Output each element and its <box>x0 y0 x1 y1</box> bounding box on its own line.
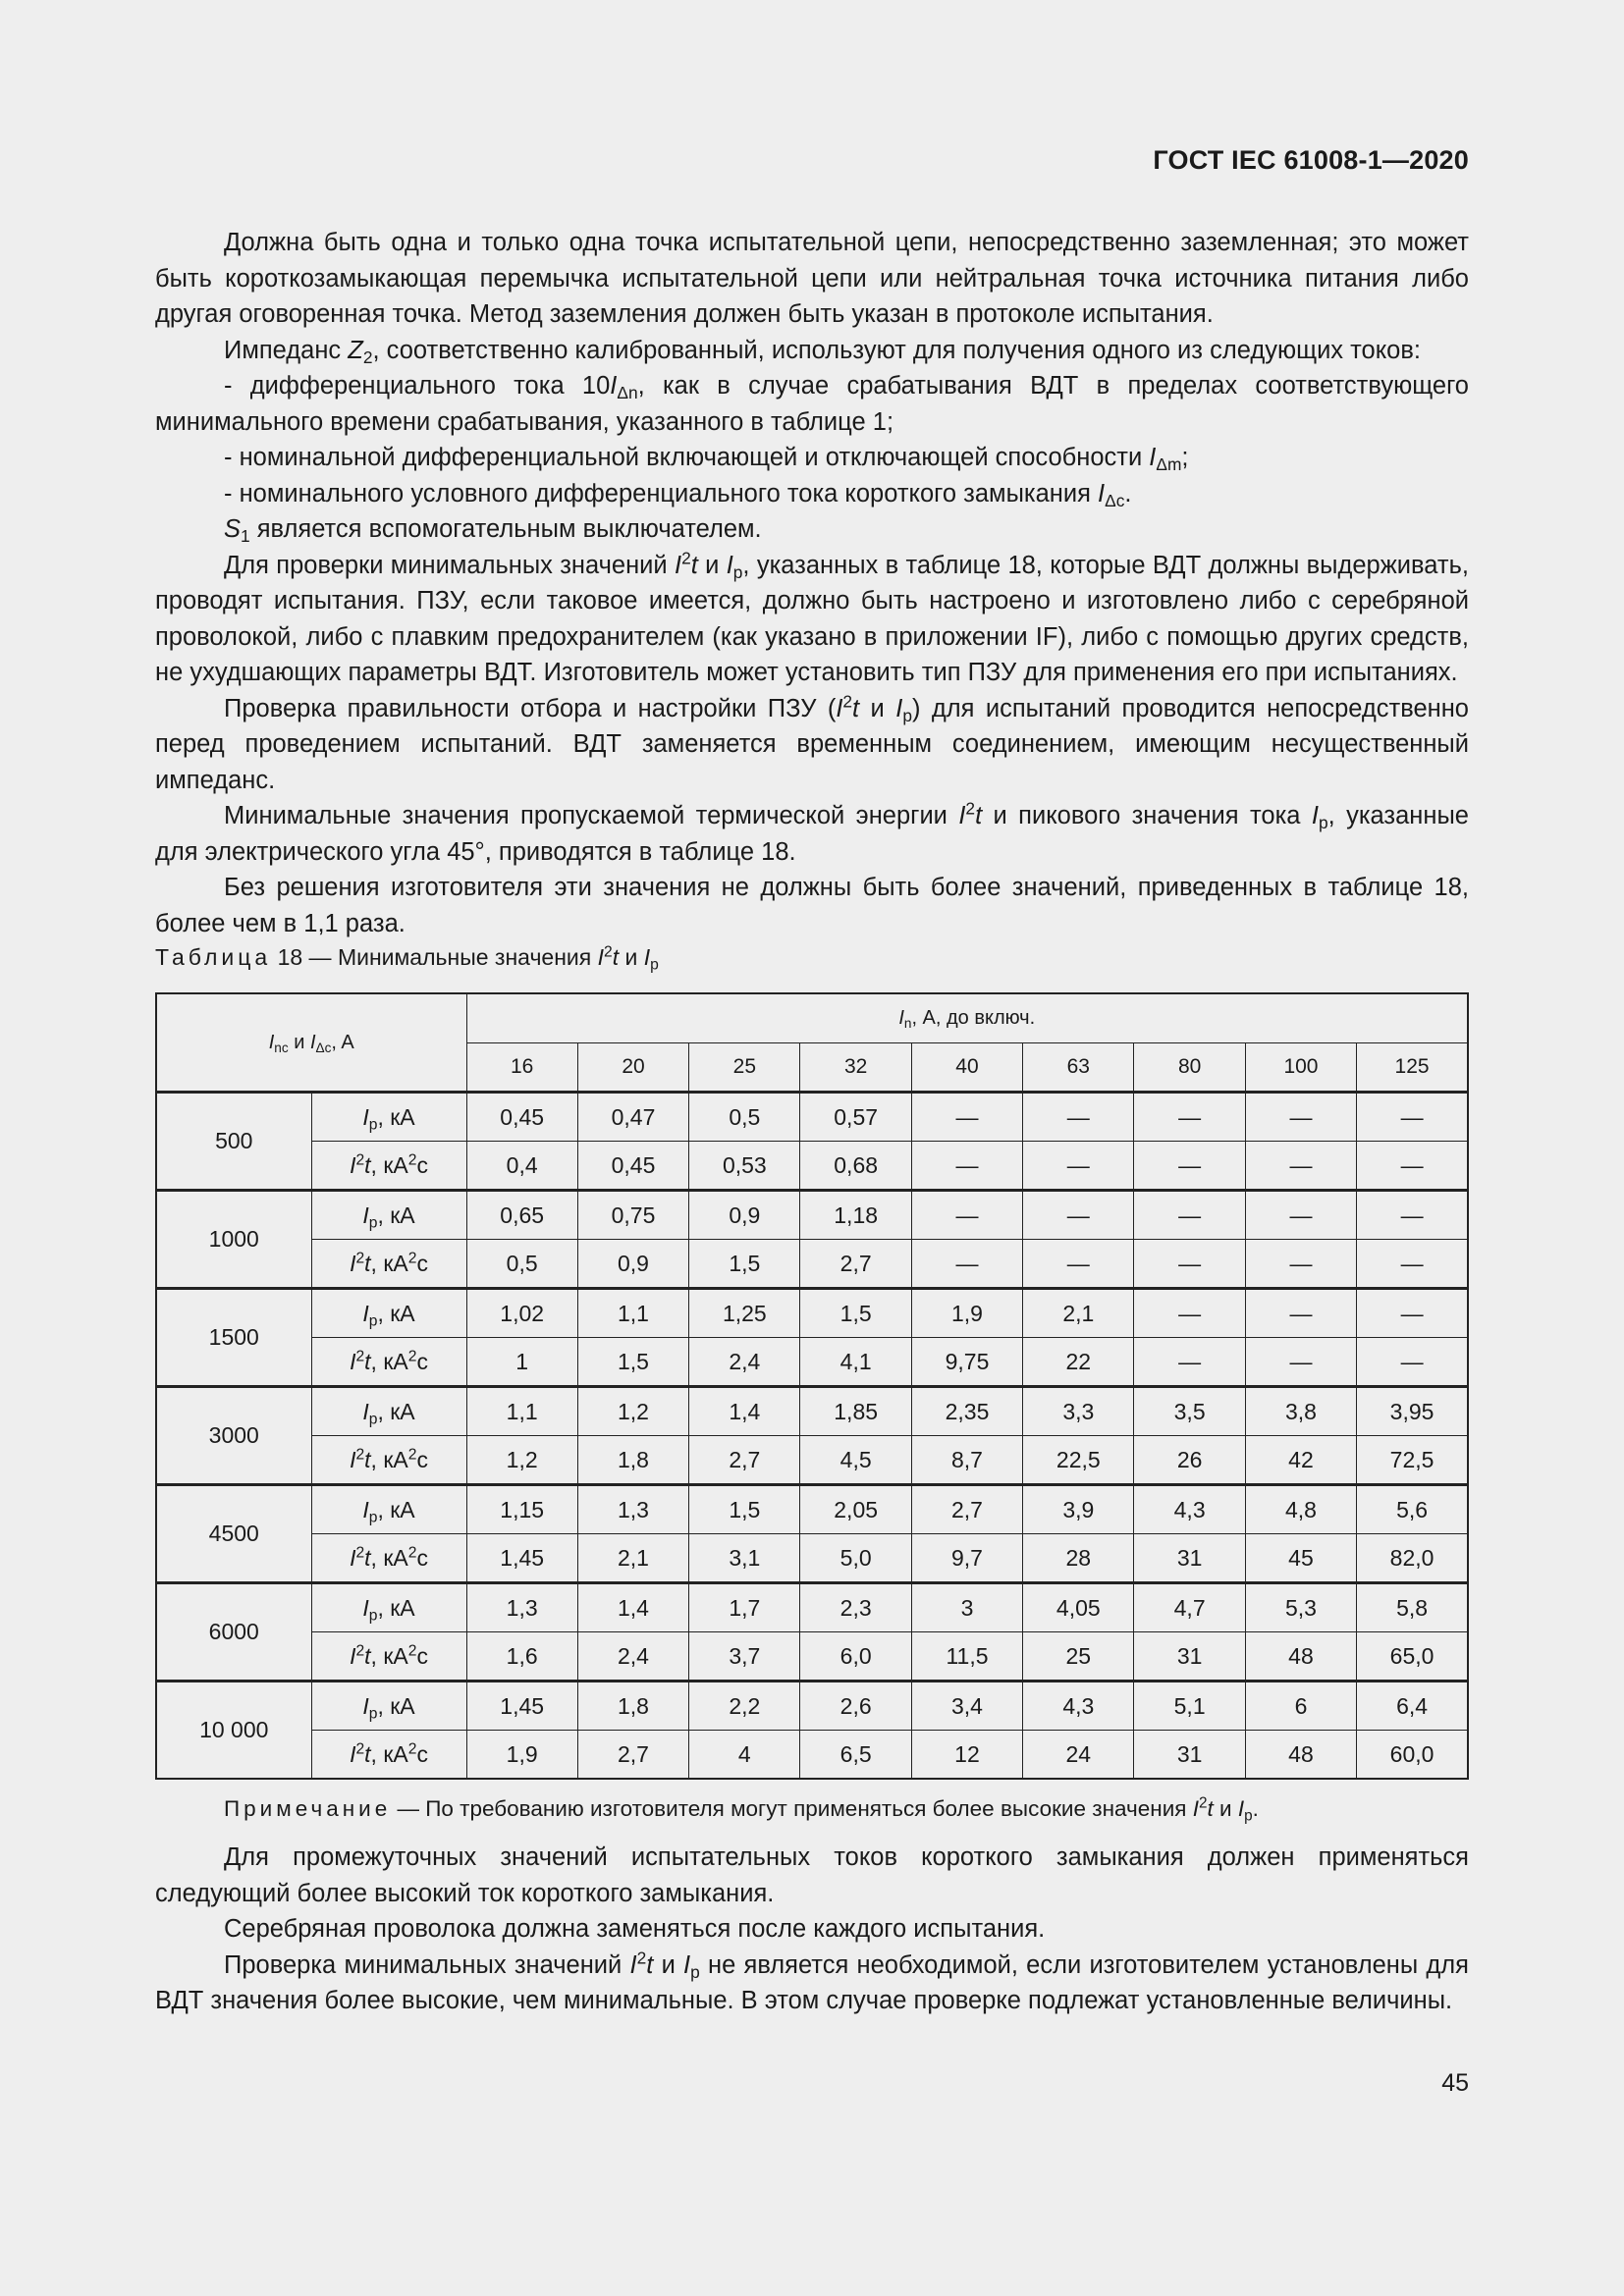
row-label-peak-current: $I_p$, кА <box>311 1682 466 1731</box>
table-row <box>156 1093 1468 1142</box>
table-cell: 1,2 <box>577 1387 688 1436</box>
table-row <box>156 1142 1468 1191</box>
table-cell: 45 <box>1245 1534 1356 1583</box>
column-header: 32 <box>800 1043 911 1093</box>
column-header: 80 <box>1134 1043 1245 1093</box>
table-cell: 0,68 <box>800 1142 911 1191</box>
table-cell: — <box>911 1191 1022 1240</box>
row-label-peak-current: $I_p$, кА <box>311 1583 466 1632</box>
table-cell: 4,1 <box>800 1338 911 1387</box>
table-cell: 0,45 <box>466 1093 577 1142</box>
table-cell: 6 <box>1245 1682 1356 1731</box>
paragraph: Проверка правильности отбора и настройки ПЗУ ($I^2t$ и $I_p$) для испытаний проводится непосредственно перед проведением испытаний. ВДТ заменяется временным соединением, имеющим несущественный импеданс. <box>155 690 1469 794</box>
table-cell: 1,4 <box>689 1387 800 1436</box>
paragraph: Должна быть одна и только одна точка испытательной цепи, непосредственно заземленная; это может быть короткозамыкающая перемычка испытательной цепи или нейтральная точка источника питания либо другая оговоренная точка. Метод заземления должен быть указан в протоколе испытания. <box>155 229 1469 328</box>
table-cell: 3,1 <box>689 1534 800 1583</box>
short-circuit-current-cell: 6000 <box>156 1583 311 1682</box>
column-header: 20 <box>577 1043 688 1093</box>
table-cell: 4,5 <box>800 1436 911 1485</box>
table-cell: 1,02 <box>466 1289 577 1338</box>
table-cell: — <box>911 1093 1022 1142</box>
table-cell: 1,45 <box>466 1534 577 1583</box>
table-row <box>156 1485 1468 1534</box>
table-cell: — <box>1023 1240 1134 1289</box>
table-cell: 31 <box>1134 1632 1245 1682</box>
table-cell: 2,7 <box>577 1731 688 1780</box>
table-cell: 0,5 <box>689 1093 800 1142</box>
short-circuit-current-cell: 4500 <box>156 1485 311 1583</box>
table-cell: 4,3 <box>1023 1682 1134 1731</box>
table-cell: 4,7 <box>1134 1583 1245 1632</box>
table-cell: 5,8 <box>1357 1583 1468 1632</box>
table-cell: 2,6 <box>800 1682 911 1731</box>
table-cell: 2,05 <box>800 1485 911 1534</box>
table-row <box>156 1632 1468 1682</box>
table-cell: 1,9 <box>911 1289 1022 1338</box>
row-label-peak-current: $I_p$, кА <box>311 1289 466 1338</box>
table-cell: 1,8 <box>577 1682 688 1731</box>
table-cell: — <box>911 1240 1022 1289</box>
table-row <box>156 1436 1468 1485</box>
table-cell: 3,5 <box>1134 1387 1245 1436</box>
table-cell: 6,0 <box>800 1632 911 1682</box>
column-header: 100 <box>1245 1043 1356 1093</box>
short-circuit-current-cell: 1000 <box>156 1191 311 1289</box>
table-cell: 2,2 <box>689 1682 800 1731</box>
table-cell: 5,3 <box>1245 1583 1356 1632</box>
table-caption: Таблица 18 — Минимальные значения $I^2t$ и $I_p$ <box>155 943 659 974</box>
table-cell: 60,0 <box>1357 1731 1468 1780</box>
table-row <box>156 1731 1468 1780</box>
table-cell: 1,9 <box>466 1731 577 1780</box>
row-label-i2t: $I^2t$, $кА^2с$ <box>311 1632 466 1682</box>
table-cell: 2,7 <box>911 1485 1022 1534</box>
row-label-i2t: $I^2t$, $кА^2с$ <box>311 1338 466 1387</box>
table-cell: 31 <box>1134 1731 1245 1780</box>
table-row <box>156 1387 1468 1436</box>
column-header: 125 <box>1357 1043 1468 1093</box>
table-cell: 0,5 <box>466 1240 577 1289</box>
table-cell: — <box>1245 1093 1356 1142</box>
table-header-row <box>156 993 1468 1043</box>
table-cell: 1,2 <box>466 1436 577 1485</box>
table-cell: 3,3 <box>1023 1387 1134 1436</box>
table-cell: 0,47 <box>577 1093 688 1142</box>
table-cell: 3,9 <box>1023 1485 1134 1534</box>
table-cell: 5,6 <box>1357 1485 1468 1534</box>
table-cell: 3 <box>911 1583 1022 1632</box>
table-cell: 2,35 <box>911 1387 1022 1436</box>
table-cell: 12 <box>911 1731 1022 1780</box>
table-cell: 6,5 <box>800 1731 911 1780</box>
table-cell: 2,4 <box>577 1632 688 1682</box>
table-cell: 2,7 <box>800 1240 911 1289</box>
table-row <box>156 1682 1468 1731</box>
table-cell: 2,4 <box>689 1338 800 1387</box>
column-header: 16 <box>466 1043 577 1093</box>
paragraph: Минимальные значения пропускаемой термической энергии $I^2t$ и пикового значения тока $I_p$, указанные для электрического угла 45°, приводятся в таблице 18. <box>155 798 1469 866</box>
table-row <box>156 1534 1468 1583</box>
table-cell: 1,8 <box>577 1436 688 1485</box>
table-cell: 31 <box>1134 1534 1245 1583</box>
corner-header: $I_{nc}$ и $I_{\Delta c}$, A <box>156 993 466 1093</box>
list-item: - номинальной дифференциальной включающей и отключающей способности $I_{\Delta m}$; <box>224 444 1189 475</box>
table-cell: 2,1 <box>1023 1289 1134 1338</box>
row-label-peak-current: $I_p$, кА <box>311 1485 466 1534</box>
table-cell: 4,05 <box>1023 1583 1134 1632</box>
table-cell: 1,3 <box>577 1485 688 1534</box>
row-label-i2t: $I^2t$, $кА^2с$ <box>311 1240 466 1289</box>
table-cell: — <box>1245 1289 1356 1338</box>
body-text-before-table <box>155 225 1469 941</box>
table-cell: 1,18 <box>800 1191 911 1240</box>
table-cell: 42 <box>1245 1436 1356 1485</box>
table-cell: 1,5 <box>689 1240 800 1289</box>
table-cell: 4,3 <box>1134 1485 1245 1534</box>
table-cell: 3,8 <box>1245 1387 1356 1436</box>
row-label-i2t: $I^2t$, $кА^2с$ <box>311 1142 466 1191</box>
table-cell: 24 <box>1023 1731 1134 1780</box>
table-cell: 1,3 <box>466 1583 577 1632</box>
row-label-i2t: $I^2t$, $кА^2с$ <box>311 1731 466 1780</box>
table-cell: 48 <box>1245 1731 1356 1780</box>
table-cell: 2,1 <box>577 1534 688 1583</box>
table-cell: 0,65 <box>466 1191 577 1240</box>
data-table <box>155 992 1469 1780</box>
paragraph: Для промежуточных значений испытательных токов короткого замыкания должен применяться следующий более высокий ток короткого замыкания. <box>155 1843 1469 1907</box>
table-cell: — <box>1245 1338 1356 1387</box>
table-cell: — <box>1134 1338 1245 1387</box>
table-cell: 0,57 <box>800 1093 911 1142</box>
short-circuit-current-cell: 3000 <box>156 1387 311 1485</box>
table-cell: 4 <box>689 1731 800 1780</box>
table-body <box>156 1093 1468 1780</box>
short-circuit-current-cell: 500 <box>156 1093 311 1191</box>
row-label-peak-current: $I_p$, кА <box>311 1191 466 1240</box>
table-cell: 48 <box>1245 1632 1356 1682</box>
table-cell: 6,4 <box>1357 1682 1468 1731</box>
table-cell: 2,7 <box>689 1436 800 1485</box>
table-cell: — <box>1134 1289 1245 1338</box>
row-label-peak-current: $I_p$, кА <box>311 1093 466 1142</box>
table-cell: 65,0 <box>1357 1632 1468 1682</box>
table-cell: 2,3 <box>800 1583 911 1632</box>
row-label-i2t: $I^2t$, $кА^2с$ <box>311 1436 466 1485</box>
table-cell: — <box>1245 1142 1356 1191</box>
table-cell: — <box>1245 1240 1356 1289</box>
paragraph: Проверка минимальных значений $I^2t$ и $I_p$ не является необходимой, если изготовителем установлены для ВДТ значения более высокие, чем минимальные. В этом случае проверке подлежат установленные величины. <box>155 1947 1469 2014</box>
table-cell: 0,45 <box>577 1142 688 1191</box>
row-label-i2t: $I^2t$, $кА^2с$ <box>311 1534 466 1583</box>
table-cell: 1,45 <box>466 1682 577 1731</box>
table-cell: — <box>1357 1240 1468 1289</box>
column-header: 40 <box>911 1043 1022 1093</box>
table-cell: — <box>1023 1142 1134 1191</box>
table-note: Примечание — По требованию изготовителя могут применяться более высокие значения $I^2t$ и $I_p$. <box>224 1794 1259 1825</box>
table-cell: 5,0 <box>800 1534 911 1583</box>
table-cell: 1,5 <box>800 1289 911 1338</box>
table-cell: — <box>1357 1093 1468 1142</box>
table-cell: 3,95 <box>1357 1387 1468 1436</box>
table-cell: 1,6 <box>466 1632 577 1682</box>
table-cell: — <box>1023 1191 1134 1240</box>
page-number: 45 <box>1441 2069 1469 2097</box>
table-cell: 0,53 <box>689 1142 800 1191</box>
table-row <box>156 1289 1468 1338</box>
table-cell: 28 <box>1023 1534 1134 1583</box>
paragraph: Без решения изготовителя эти значения не должны быть более значений, приведенных в таблице 18, более чем в 1,1 раза. <box>155 874 1469 937</box>
table-cell: — <box>911 1142 1022 1191</box>
table-cell: 0,9 <box>577 1240 688 1289</box>
table-cell: 9,75 <box>911 1338 1022 1387</box>
table-cell: 1,25 <box>689 1289 800 1338</box>
table-cell: 1,4 <box>577 1583 688 1632</box>
body-text-after-table <box>155 1840 1469 2019</box>
table-cell: 5,1 <box>1134 1682 1245 1731</box>
table-cell: 0,9 <box>689 1191 800 1240</box>
table-cell: — <box>1134 1191 1245 1240</box>
table-cell: 72,5 <box>1357 1436 1468 1485</box>
table-row <box>156 1338 1468 1387</box>
table-cell: 22 <box>1023 1338 1134 1387</box>
table-cell: — <box>1245 1191 1356 1240</box>
list-item: - номинального условного дифференциального тока короткого замыкания $I_{\Delta c}$. <box>224 479 1132 510</box>
table-cell: 25 <box>1023 1632 1134 1682</box>
table-cell: 1,7 <box>689 1583 800 1632</box>
table-cell: 26 <box>1134 1436 1245 1485</box>
table-cell: 1 <box>466 1338 577 1387</box>
paragraph: Серебряная проволока должна заменяться после каждого испытания. <box>224 1915 1046 1943</box>
table-cell: 1,1 <box>577 1289 688 1338</box>
table-cell: 0,75 <box>577 1191 688 1240</box>
table-row <box>156 1583 1468 1632</box>
table-cell: 82,0 <box>1357 1534 1468 1583</box>
column-header: 25 <box>689 1043 800 1093</box>
table-row <box>156 1191 1468 1240</box>
column-header: 63 <box>1023 1043 1134 1093</box>
table-cell: — <box>1357 1338 1468 1387</box>
table-cell: 1,15 <box>466 1485 577 1534</box>
paragraph: Для проверки минимальных значений $I^2t$ и $I_p$, указанных в таблице 18, которые ВДТ должны выдерживать, проводят испытания. ПЗУ, если таковое имеется, должно быть настроено и изготовлено либо с серебряной проволокой, либо с плавким предохранителем (как указано в приложении IF), либо с помощью других средств, не ухудшающих параметры ВДТ. Изготовитель может установить тип ПЗУ для применения его при испытаниях. <box>155 547 1469 686</box>
table-cell: 3,4 <box>911 1682 1022 1731</box>
table-cell: — <box>1023 1093 1134 1142</box>
paragraph: Импеданс $Z_2$, соответственно калиброванный, используют для получения одного из следующих токов: <box>224 336 1421 367</box>
table-cell: 9,7 <box>911 1534 1022 1583</box>
table-cell: — <box>1134 1093 1245 1142</box>
list-item: - дифференциального тока $10I_{\Delta n}$, как в случае срабатывания ВДТ в пределах соответствующего минимального времени срабатывания, указанного в таблице 1; <box>155 372 1469 436</box>
table-cell: 1,5 <box>577 1338 688 1387</box>
document-code: ГОСТ IEC 61008-1—2020 <box>1153 145 1469 175</box>
table-cell: 4,8 <box>1245 1485 1356 1534</box>
short-circuit-current-cell: 10 000 <box>156 1682 311 1780</box>
short-circuit-current-cell: 1500 <box>156 1289 311 1387</box>
table-cell: 11,5 <box>911 1632 1022 1682</box>
table-cell: — <box>1134 1142 1245 1191</box>
table-cell: 1,85 <box>800 1387 911 1436</box>
table-cell: 8,7 <box>911 1436 1022 1485</box>
table-cell: 22,5 <box>1023 1436 1134 1485</box>
table-cell: — <box>1357 1142 1468 1191</box>
rated-current-header: $I_n$, А, до включ. <box>466 993 1468 1043</box>
table-cell: 1,5 <box>689 1485 800 1534</box>
row-label-peak-current: $I_p$, кА <box>311 1387 466 1436</box>
table-cell: — <box>1134 1240 1245 1289</box>
table-cell: 1,1 <box>466 1387 577 1436</box>
table-cell: — <box>1357 1191 1468 1240</box>
table-row <box>156 1240 1468 1289</box>
paragraph: $S_1$ является вспомогательным выключателем. <box>224 515 762 547</box>
table-cell: 0,4 <box>466 1142 577 1191</box>
table-cell: 3,7 <box>689 1632 800 1682</box>
table-cell: — <box>1357 1289 1468 1338</box>
